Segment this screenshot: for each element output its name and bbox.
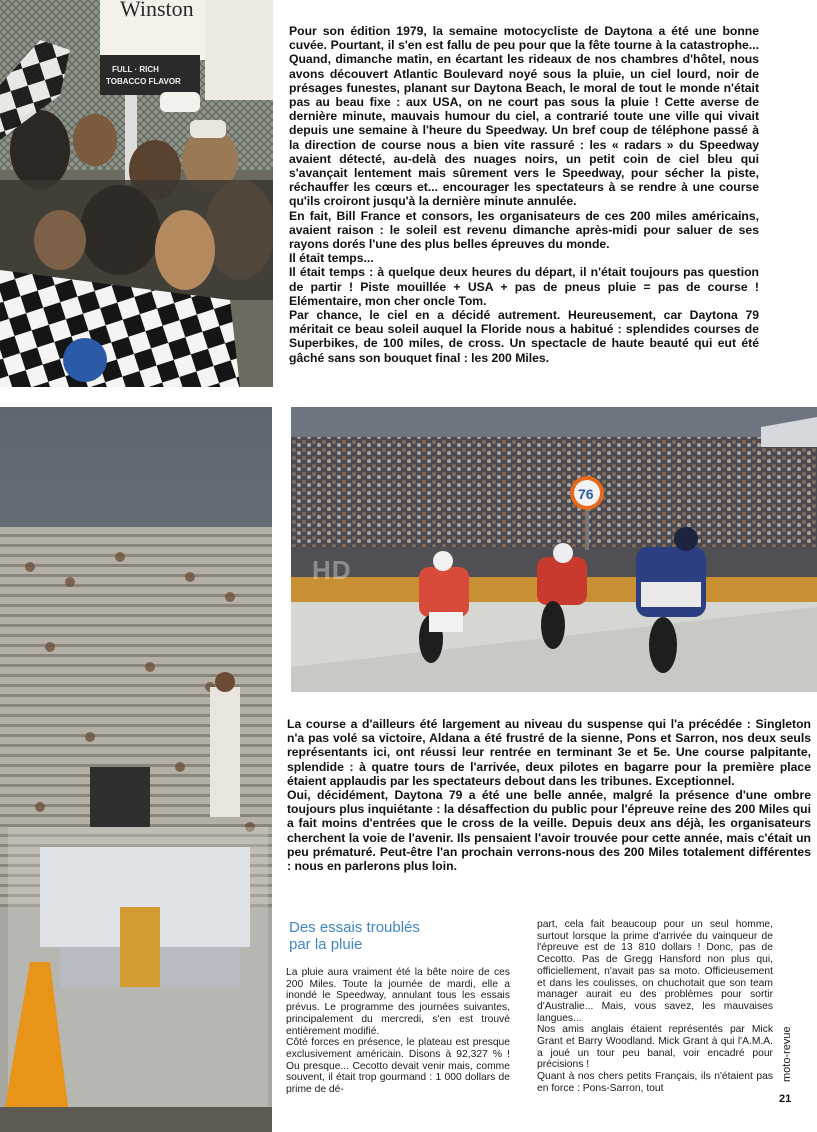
middle-paragraph: Oui, décidément, Daytona 79 a été une belle année, malgré la présence d'une ombre toujours plus inquiétante : la désaffection du public pour l'épreuve reine des 200 Miles qui a fait moins d'entrées que le cross de la veille. Depuis deux ans déjà, les organisateurs cherchent la voie de l'avenir. Ils pensaient l'avoir trouvée pour cette année, mais c'était un peu prématuré. Peut-être l'an prochain verrons-nous des 200 Miles totalement différentes : nous en parlerons plus loin. — [287, 788, 811, 874]
column-paragraph: part, cela fait beaucoup pour un seul homme, surtout lorsque la prime d'arrivée du vainqueur de l'épreuve est de 13 810 dollars ! Donc, pas de Cecotto. Pas de Gregg Hansford non plus qui, officiellement, n'avait pas sa moto. Officieusement et dans les coulisses, on chuchotait que son team manager aurait eu des problèmes pour sortir d'Australie... Mais, vous savez, les mauvaises langues... — [537, 919, 773, 1024]
intro-paragraph: Par chance, le ciel en a décidé autrement. Heureusement, car Daytona 79 méritait ce beau soleil auquel la Floride nous a habitué : splendides courses de Superbikes, de 100 miles, de cross. Un spectacle de haute beauté qui eut été gâché sans son bouquet final : les 200 Miles. — [289, 308, 759, 365]
sign-sub2-text: TOBACCO FLAVOR — [106, 77, 181, 86]
section-heading-line: Des essais troublés — [289, 919, 420, 936]
intro-text — [289, 24, 759, 365]
section-heading-line: par la pluie — [289, 936, 363, 953]
watermark: HD — [312, 555, 352, 585]
photo-race-action — [291, 407, 817, 692]
section-heading — [289, 919, 489, 953]
article-column-2 — [537, 919, 773, 1095]
intro-paragraph: Il était temps... — [289, 251, 374, 266]
column-paragraph: Quant à nos chers petits Français, ils n'étaient pas en force : Pons-Sarron, tout — [537, 1071, 773, 1094]
column-paragraph: Côté forces en présence, le plateau est presque exclusivement américain. Disons à 92,327 % ! Ou presque... Cecotto devait venir mais, comme souvent, il était trop gourmand : 1 000 dollars de prime de dé- — [286, 1037, 510, 1096]
column-paragraph: La pluie aura vraiment été la bête noire de ces 200 Miles. Toute la journée de mardi, elle a inondé le Speedway, annulant tous les essais prévus. Le programme des journées suivantes, principalement du mercredi, s'en est trouvé entièrement modifié. — [286, 967, 510, 1037]
intro-paragraph: Pour son édition 1979, la semaine motocycliste de Daytona a été une bonne cuvée. Pourtant, il s'en est fallu de peu pour que la fête tourne à la catastrophe... Quand, dimanche matin, en écartant les rideaux de nos chambres d'hôtel, nous avons découvert Atlantic Boulevard noyé sous la pluie, un ciel lourd, noir de présages funestes, planant sur Daytona Beach, le moral de tout le monde n'était pas au beau fixe : aux USA, on ne court pas sous la pluie ! Cette averse de dernière minute, mauvais humour du ciel, a contrarié toute une ville qui vivait depuis une semaine à l'heure du Speedway. Un bref coup de téléphone passé à la direction de course nous a bien vite rassuré : les « radars » du Speedway avaient détecté, au-delà des nuages noirs, un petit coin de ciel bleu qui s'avançait lentement mais sûrement vers le Speedway, pour sécher la piste, réchauffer les cœurs et... encourager les spectateurs à se rendre à une course qu'ils croiront jusqu'à la dernière minute annulée. — [289, 24, 759, 209]
article-column-1 — [286, 967, 510, 1096]
magazine-name: moto-revue — [781, 1026, 793, 1082]
page-number: 21 — [779, 1093, 792, 1105]
sign-sub-text: FULL · RICH — [112, 65, 159, 74]
sign-brand-text: Winston — [120, 0, 194, 21]
intro-paragraph: Il était temps : à quelque deux heures du départ, il n'était toujours pas question de partir ! Piste mouillée + USA + pas de pneus pluie = pas de course ! Elémentaire, mon cher oncle Tom. — [289, 265, 759, 308]
sign-76-text: 76 — [578, 486, 594, 502]
column-paragraph: Nos amis anglais étaient représentés par Mick Grant et Barry Woodland. Mick Grant à qui l'A.M.A. a joué un tour peu banal, voir encadré pour précisions ! — [537, 1024, 773, 1071]
middle-paragraph: La course a d'ailleurs été largement au niveau du suspense qui l'a précédée : Singleton n'a pas volé sa victoire, Aldana a été frustré de la sienne, Pons et Sarron, nos deux seuls représentants ici, ont réussi leur rentrée en terminant 3e et 5e. Une course palpitante, splendide : à quatre tours de l'arrivée, deux pilotes en bagarre pour la première place étaient applaudis par les spectateurs debout dans les tribunes. Exceptionnel. — [287, 717, 811, 788]
photo-grandstand — [0, 407, 272, 1132]
photo-podium-celebration — [0, 0, 273, 387]
intro-paragraph: En fait, Bill France et consors, les organisateurs de ces 200 miles américains, avaient raison : le soleil est revenu dimanche après-midi pour saluer de ses rayons dorés l'une des plus belles épreuves du monde. — [289, 208, 759, 252]
middle-text — [287, 717, 811, 873]
